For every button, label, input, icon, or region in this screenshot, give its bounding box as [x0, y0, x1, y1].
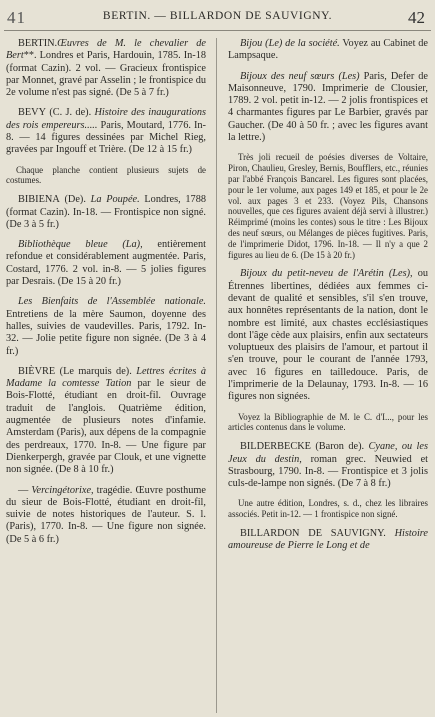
entry-details: roman grec. Neuwied et Strasbourg, 1790. In-8. — Frontispice et 3 jolis culs-de-lampe non signés. (De 7 à 8 fr.) — [228, 453, 428, 490]
entry-details: Voyez au Cabinet de Lampsaque. — [228, 38, 428, 62]
bibliography-entry — [228, 528, 428, 553]
entry-title: Les Bienfaits de l'Assemblée nationale. — [18, 296, 206, 308]
bibliography-entry — [6, 296, 206, 357]
page-number-left: 41 — [7, 8, 26, 27]
entry-title: Vercingétorixe, — [31, 484, 94, 496]
entry-title: Bijoux des neuf sœurs (Les) — [240, 70, 360, 82]
page-number-right: 42 — [408, 8, 425, 27]
entry-qualifier — [386, 528, 395, 539]
entry-title: La Poupée. — [90, 194, 140, 206]
entry-title: Œuvres de M. le chevalier de Bert — [6, 38, 206, 62]
left-column — [6, 38, 206, 713]
entry-details: entièrement refondue et considérablement augmentée. Paris, Costard, 1776. 2 vol. in-8. — 5 jolies figures par Desrais. (De 15 à 20 fr.) — [6, 239, 206, 288]
bibliography-entry — [6, 194, 206, 231]
entry-author: BIBIENA — [18, 194, 60, 206]
right-column — [228, 38, 428, 713]
bibliographic-note: Très joli recueil de poésies diverses de Voltaire, Piron, Chaulieu, Gresley, Bernis, Boufflers, etc., réunies par l'abbé François Bancarel. Les figures sont placées, pour le 1er volume, aux pages 149 et 185, et pour le 2e vol. aux pages 3 et 233. (Voyez Pils, Chansons nouvelles, que ces figures avaient déjà servi à illustrer.) Réimprimé (moins les contes) sous le titre : Les Bijoux des neuf sœurs, ou Mélanges de pièces fugitives. Paris, de l'imprimerie Didot, 1796. In-18. — Il n'y a que 2 figures au lieu de 6. (De 15 à 20 fr.) — [228, 152, 428, 260]
entry-author: BEVY — [18, 107, 47, 119]
entry-title: Histoire amoureuse de Pierre le Long et de — [228, 527, 428, 552]
entry-details: Londres, 1788 (format Cazin). In-18. — Frontispice non signé. (De 3 à 5 fr.) — [6, 194, 206, 230]
entry-qualifier: — — [18, 484, 32, 496]
entry-author: BIÈVRE — [18, 365, 56, 377]
bibliography-entry — [6, 107, 206, 156]
entry-details: **. Londres et Paris, Hardouin, 1785. In-18 (format Cazin). 2 vol. — Gracieux frontispice par Monnet, gravé par Asselin ; le frontispice du 2e volume n'est pas signé. (De 5 à 7 fr.) — [6, 50, 206, 99]
entry-title: Bijoux du petit-neveu de l'Arétin (Les), — [240, 268, 413, 280]
entry-title: Cyane, ou les Jeux du destin, — [228, 441, 428, 465]
entry-title: Bijou (Le) de la société. — [240, 38, 340, 49]
entry-title: Bibliothèque bleue (La), — [18, 239, 143, 251]
entry-qualifier: (Baron de). — [310, 441, 369, 453]
entry-qualifier: (Le marquis de). — [55, 365, 137, 377]
bibliography-entry — [228, 71, 428, 145]
entry-details: Paris, Defer de Maisonneuve, 1790. Imprimerie de Clousier, 1789. 2 vol. petit in-12. — 2 jolis frontispices et 4 charmantes figures par Le Barbier, gravés par Gaucher. (De 40 à 50 fr. ; avec les figures avant la lettre.) — [228, 70, 428, 144]
entry-author: BERTIN. — [18, 38, 58, 49]
bibliography-entry — [6, 239, 206, 288]
entry-author: BILLARDON DE SAUVIGNY. — [240, 527, 386, 539]
bibliography-entry — [228, 38, 428, 63]
entry-details: Paris, Moutard, 1776. In-8. — 14 figures dessinées par Michel Rieg, gravées par Ingouff et Trière. (De 12 à 15 fr.) — [6, 119, 206, 156]
entry-author: BILDERBECKE — [240, 441, 311, 453]
bibliographic-note: Voyez la Bibliographie de M. le C. d'I..., pour les articles contenus dans le volume. — [228, 411, 428, 433]
entry-details: tragédie. Œuvre posthume du sieur de Bois-Flotté, étudiant en droit-fil, suivie de notes historiques de l'auteur. S. l. (Paris), 1770. In-8. — Une figure non signée. (De 5 à 6 fr.) — [6, 484, 206, 545]
header-rule — [4, 30, 431, 31]
page-header — [0, 6, 435, 32]
entry-details: par le sieur de Bois-Flotté, étudiant en droit-fil. Ouvrage traduit de l'anglois. Quatrième édition, augmentée de plusieurs notes d'infamie. Amsterdam (Paris), aux dépens de la compagnie des perdreaux, 1770. In-8. — Une figure par Dienkerpergh, gravée par Clouk, et une vignette non signée. (De 8 à 10 fr.) — [6, 378, 206, 476]
entry-title: Lettres écrites à Madame la comtesse Tation — [6, 365, 206, 390]
bibliography-entry — [6, 485, 206, 546]
bibliographic-note: Une autre édition, Londres, s. d., chez les libraires associés. Petit in-12. — 1 frontispice non signé. — [228, 498, 428, 520]
entry-qualifier: (De). — [59, 194, 91, 206]
bibliography-entry — [6, 38, 206, 99]
column-divider — [216, 38, 217, 713]
entry-details: ou Étrennes libertines, dédiées aux femmes ci-devant de qualité et sensibles, s'il s'en trouve, aux honnêtes représentants de la nation, dont le nombre est limité, aux chastes ecclésiastiques dont l'âge cède aux plaisirs, enfin aux sectateurs voluptueux des plaisirs de l'amour, et partout il s'en trouve, pour le courant de l'année 1793, avec 16 figures en tailledouce. Paris, de l'imprimerie de la Delaunay, 1793. In-8. — 16 figures non signées. — [228, 268, 428, 403]
bibliography-entry — [228, 268, 428, 403]
running-head: BERTIN. — BILLARDON DE SAUVIGNY. — [102, 10, 333, 22]
entry-qualifier: (C. J. de). — [46, 107, 95, 119]
entry-details: Entretiens de la mère Saumon, doyenne des halles, suivies de vaudevilles. Paris, 1792. In-32. — Jolie petite figure non signée. (De 3 à 4 fr.) — [6, 308, 206, 357]
bibliography-entry — [228, 441, 428, 490]
entry-title: Histoire des inaugurations des rois empereurs..... — [6, 107, 206, 131]
bibliography-entry — [6, 366, 206, 477]
bibliographic-note: Chaque planche contient plusieurs sujets de costumes. — [6, 164, 206, 186]
